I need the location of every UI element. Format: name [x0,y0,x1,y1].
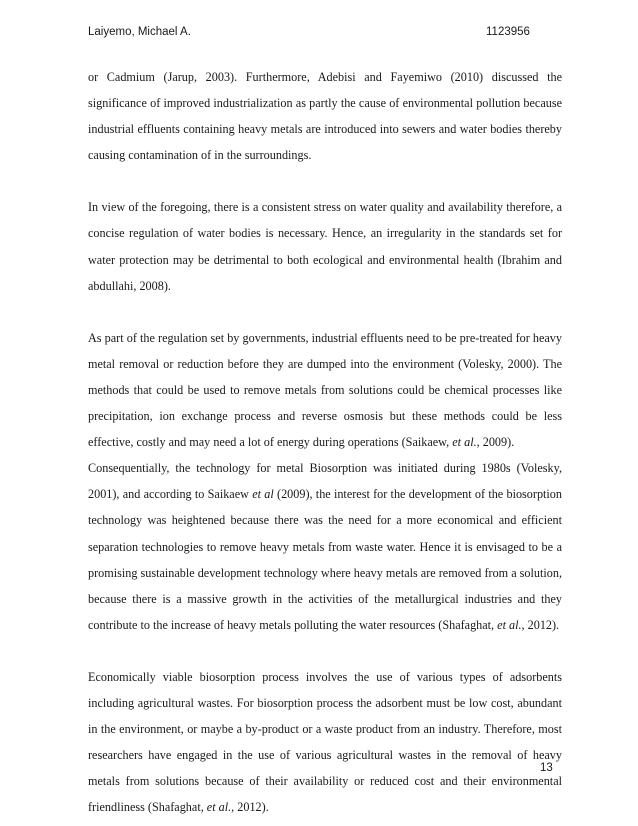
page-header [88,26,638,44]
paragraph-4-text-c: 2012). [524,617,560,632]
header-author: Laiyemo, Michael A. [88,26,191,38]
paragraph-1: or Cadmium (Jarup, 2003). Furthermore, Adebisi and Fayemiwo (2010) discussed the significance of improved industrialization as partly the cause of environmental pollution because industrial effluents containing heavy metals are introduced into sewers and water bodies thereby causing contamination of in the surroundings. [88,70,562,163]
paragraph-3 [88,325,562,455]
paragraph-5-emphasis: et al., [206,800,235,815]
paragraph-5 [88,664,562,821]
paragraph-3-emphasis: et al., [452,435,480,450]
paragraph-2: In view of the foregoing, there is a consistent stress on water quality and availability therefore, a concise regulation of water bodies is necessary. Hence, an irregularity in the standards set for water protection may be detrimental to both ecological and environmental health (Ibrahim and abdullahi, 2008). [88,200,562,293]
paragraph-4-emphasis: et al [252,487,274,502]
page-number: 13 [540,762,553,774]
paragraph-4-emphasis-2: et al., [497,617,525,632]
paragraph-4 [88,455,562,638]
header-student-id: 1123956 [486,26,530,38]
paragraph-4-text-b: (2009), the interest for the development of the biosorption technology was heightened because there was the need for a more economical and efficient separation technologies to remove heavy metals from waste water. Hence it is envisaged to be a promising sustainable development technology where heavy metals are removed from a solution, because there is a massive growth in the activities of the metallurgical industries and they contribute to the increase of heavy metals polluting the water resources (Shafaghat, [88,487,562,632]
paragraph-4-text-a: Consequentially, the technology for metal Biosorption was initiated during 1980s (Volesky, 2001), and according to Saikaew [88,461,562,502]
document-body [88,64,562,820]
paragraph-3-text-b: 2009). [479,435,515,450]
paragraph-5-text-b: 2012). [234,800,269,815]
paragraph-5-text-a: Economically viable biosorption process involves the use of various types of adsorbents including agricultural wastes. For biosorption process the adsorbent must be low cost, abundant in the environment, or maybe a by-product or a waste product from an industry. Therefore, most researchers have engaged in the use of various agricultural wastes in the removal of heavy metals from solutions because of their availability or reduced cost and their environmental friendliness (Shafaghat, [88,669,562,815]
paragraph-3-text-a: As part of the regulation set by governments, industrial effluents need to be pre-treated for heavy metal removal or reduction before they are dumped into the environment (Volesky, 2000). The methods that could be used to remove metals from solutions could be chemical processes like precipitation, ion exchange process and reverse osmosis but these methods could be less effective, costly and may need a lot of energy during operations (Saikaew, [88,330,562,450]
